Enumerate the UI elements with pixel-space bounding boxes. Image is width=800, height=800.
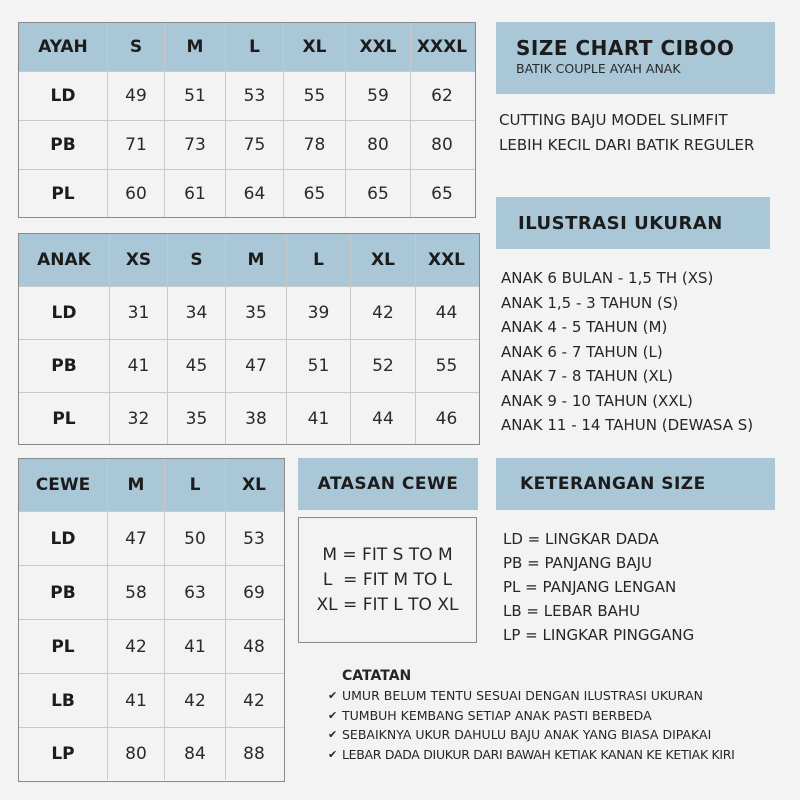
table-cell: 42 [164,674,225,727]
table-cell: 32 [109,393,167,444]
cewe-size-table [18,458,285,782]
table-cell: 55 [415,340,477,392]
table-row [19,673,284,727]
table-cell: 35 [225,287,286,339]
header-cell: XL [283,23,345,71]
table-cell: 53 [225,512,282,565]
table-cell: 35 [167,393,225,444]
list-item: ANAK 9 - 10 TAHUN (XXL) [501,391,693,410]
atasan-cewe-title: ATASAN CEWE [317,474,459,494]
fit-item: L = FIT M TO L [322,569,453,590]
keterangan-title: KETERANGAN SIZE [520,474,706,494]
table-cell: 58 [107,566,164,619]
table-cell: 71 [107,121,164,169]
row-label: PB [50,135,76,155]
header-cell: ANAK [37,250,91,270]
list-item: LP = LINGKAR PINGGANG [503,626,695,644]
header-cell: S [167,234,225,286]
table-cell: 65 [410,170,473,217]
table-cell: 50 [164,512,225,565]
cutting-note [499,108,754,157]
list-item: ANAK 1,5 - 3 TAHUN (S) [501,293,679,312]
table-cell: 62 [410,72,473,120]
header-cell: AYAH [38,37,88,57]
row-label: LD [50,528,76,549]
list-item [328,745,735,765]
list-item: LD = LINGKAR DADA [503,530,659,548]
header-cell: XXL [415,234,477,286]
list-item [328,725,735,745]
cutting-note-line: CUTTING BAJU MODEL SLIMFIT [499,111,728,129]
catatan-item: UMUR BELUM TENTU SESUAI DENGAN ILUSTRASI UKURAN [342,688,703,703]
cutting-note-line: LEBIH KECIL DARI BATIK REGULER [499,135,755,154]
row-label: PL [51,636,75,657]
table-cell: 51 [286,340,350,392]
table-cell: 60 [107,170,164,217]
cewe-table-header [19,459,284,511]
table-cell: 39 [286,287,350,339]
ilustrasi-list [501,266,753,438]
table-cell: 41 [107,674,164,727]
page-title: SIZE CHART CIBOO [516,36,735,60]
table-cell: 49 [107,72,164,120]
table-cell: 31 [109,287,167,339]
table-cell: 61 [164,170,225,217]
header-cell: M [225,234,286,286]
header-cell: L [164,459,225,511]
table-row [19,339,479,392]
table-cell: 44 [415,287,477,339]
row-label: PB [50,582,76,603]
table-row [19,169,475,217]
row-label: PB [51,356,77,376]
table-cell: 42 [107,620,164,673]
check-icon: ✔ [328,708,338,722]
table-cell: 47 [107,512,164,565]
catatan-item: TUMBUH KEMBANG SETIAP ANAK PASTI BERBEDA [342,707,652,723]
row-label: PL [51,183,75,204]
list-item: ANAK 4 - 5 TAHUN (M) [501,318,668,336]
catatan-item: LEBAR DADA DIUKUR DARI BAWAH KETIAK KANAN KE KETIAK KIRI [342,746,735,762]
table-row [19,392,479,444]
check-icon: ✔ [328,689,338,702]
table-row [19,727,284,780]
table-cell: 63 [164,566,225,619]
table-cell: 41 [109,340,167,392]
row-label: PL [52,408,76,429]
header-cell: L [286,234,350,286]
row-label: LD [51,303,77,323]
table-cell: 69 [225,566,282,619]
atasan-cewe-box [298,517,477,643]
anak-table-header [19,234,479,286]
list-item [328,686,735,706]
table-cell: 48 [225,620,282,673]
table-cell: 80 [410,121,473,169]
header-cell: XL [225,459,282,511]
header-cell: M [164,23,225,71]
table-cell: 59 [345,72,410,120]
table-cell: 73 [164,121,225,169]
table-cell: 80 [345,121,410,169]
check-icon: ✔ [328,728,338,741]
table-cell: 34 [167,287,225,339]
table-cell: 38 [225,393,286,444]
table-cell: 78 [283,121,345,169]
table-cell: 42 [350,287,415,339]
keterangan-banner [496,458,775,510]
table-cell: 53 [225,72,283,120]
table-cell: 80 [107,728,164,780]
anak-size-table [18,233,480,445]
table-row [19,511,284,565]
table-cell: 45 [167,340,225,392]
fit-item: M = FIT S TO M [322,544,453,565]
ayah-size-table [18,22,476,218]
table-cell: 51 [164,72,225,120]
table-cell: 65 [345,170,410,217]
ilustrasi-title: ILUSTRASI UKURAN [518,212,723,234]
row-label: LP [51,744,75,764]
catatan-section [328,666,735,764]
header-cell: L [225,23,283,71]
list-item: ANAK 6 - 7 TAHUN (L) [501,342,663,361]
table-row [19,565,284,619]
table-cell: 65 [283,170,345,217]
list-item: PB = PANJANG BAJU [503,554,652,572]
ayah-table-header [19,23,475,71]
header-cell: M [107,459,164,511]
list-item: PL = PANJANG LENGAN [503,578,677,596]
table-cell: 47 [225,340,286,392]
title-banner [496,22,775,94]
header-cell: XXL [345,23,410,71]
row-label: LD [50,86,76,106]
fit-item: XL = FIT L TO XL [316,594,459,615]
page-subtitle: BATIK COUPLE AYAH ANAK [516,61,681,76]
table-cell: 46 [415,393,477,444]
catatan-title: CATATAN [342,668,412,684]
table-cell: 88 [225,728,282,780]
table-cell: 55 [283,72,345,120]
table-cell: 52 [350,340,415,392]
table-cell: 84 [164,728,225,780]
catatan-item: SEBAIKNYA UKUR DAHULU BAJU ANAK YANG BIASA DIPAKAI [342,727,712,742]
list-item [328,706,735,726]
list-item: ANAK 7 - 8 TAHUN (XL) [501,367,673,385]
header-cell: CEWE [35,475,91,495]
check-icon: ✔ [328,747,338,761]
table-cell: 44 [350,393,415,444]
list-item: LB = LEBAR BAHU [503,602,641,620]
table-cell: 41 [164,620,225,673]
list-item: ANAK 11 - 14 TAHUN (DEWASA S) [501,416,754,434]
keterangan-list [503,527,694,647]
list-item: ANAK 6 BULAN - 1,5 TH (XS) [501,269,714,287]
table-cell: 41 [286,393,350,444]
table-cell: 75 [225,121,283,169]
header-cell: XL [350,234,415,286]
row-label: LB [51,690,75,711]
table-cell: 64 [225,170,283,217]
table-cell: 42 [225,674,282,727]
atasan-cewe-banner [298,458,478,510]
table-row [19,286,479,339]
ilustrasi-banner [496,197,770,249]
table-row [19,120,475,169]
table-row [19,71,475,120]
table-row [19,619,284,673]
header-cell: XS [109,234,167,286]
header-cell: XXXL [410,23,473,71]
header-cell: S [107,23,164,71]
